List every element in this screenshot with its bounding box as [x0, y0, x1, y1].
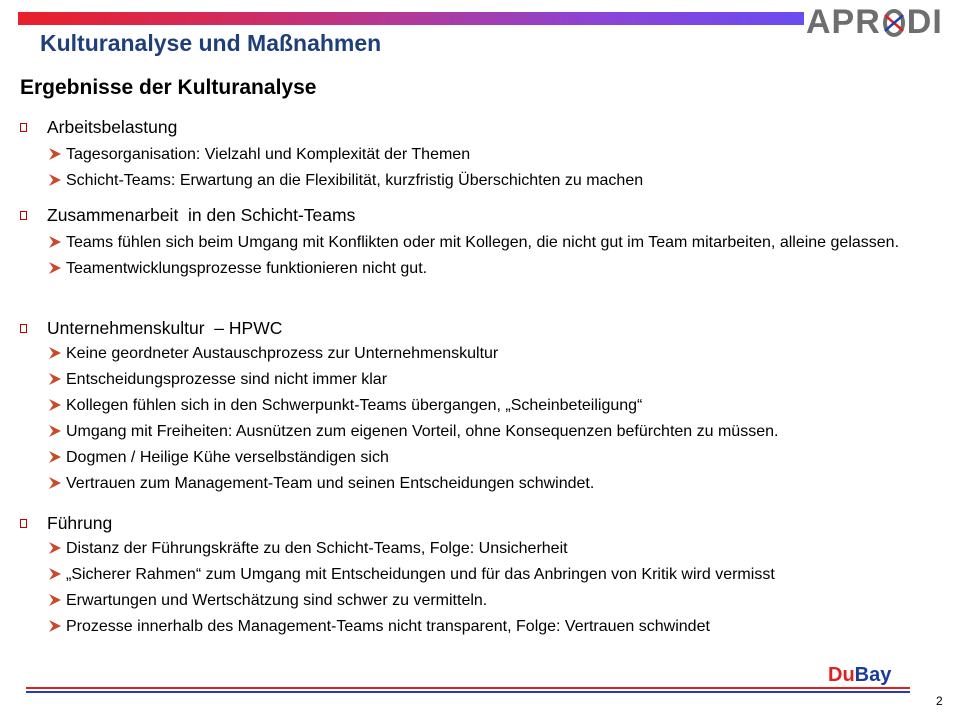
- list-item-text: Teams fühlen sich beim Umgang mit Konflikten oder mit Kollegen, die nicht gut im Team mitarbeiten, alleine gelassen.: [66, 234, 900, 251]
- dubay-logo: [828, 664, 891, 687]
- arrow-bullet-icon: [48, 449, 62, 465]
- arrow-bullet-icon: [48, 172, 62, 188]
- arrow-bullet-icon: [48, 423, 62, 439]
- list-item: [48, 396, 956, 416]
- arrow-bullet-icon: [48, 566, 62, 582]
- list-item-text: Entscheidungsprozesse sind nicht immer klar: [66, 371, 388, 388]
- section-arbeitsbelastung: [0, 117, 960, 197]
- arrow-bullet-icon: [48, 592, 62, 608]
- section-heading: [0, 117, 960, 141]
- list-item: [48, 171, 956, 191]
- square-bullet-icon: [20, 211, 27, 220]
- square-bullet-icon: [20, 324, 27, 333]
- section-label: Arbeitsbelastung: [47, 117, 178, 137]
- list-item: [48, 145, 956, 165]
- list-item: [48, 422, 956, 442]
- list-item-text: „Sicherer Rahmen“ zum Umgang mit Entscheidungen und für das Anbringen von Kritik wird vermisst: [66, 566, 775, 583]
- arrow-bullet-icon: [48, 540, 62, 556]
- arrow-bullet-icon: [48, 234, 62, 250]
- arrow-bullet-icon: [48, 371, 62, 387]
- accent-bar: [18, 12, 804, 25]
- arrow-bullet-icon: [48, 475, 62, 491]
- list-item-text: Keine geordneter Austauschprozess zur Unternehmenskultur: [66, 345, 499, 362]
- section-heading: [0, 205, 960, 229]
- section-heading: [0, 513, 960, 537]
- list-item: [48, 617, 956, 637]
- list-item: [48, 370, 956, 390]
- section-unternehmenskultur: [0, 318, 960, 500]
- list-item-text: Distanz der Führungskräfte zu den Schicht-Teams, Folge: Unsicherheit: [66, 540, 568, 557]
- list-item-text: Kollegen fühlen sich in den Schwerpunkt-Teams übergangen, „Scheinbeteiligung“: [66, 397, 643, 414]
- list-item: [48, 565, 956, 585]
- list-item: [48, 474, 956, 494]
- list-item: [48, 539, 956, 559]
- list-item-text: Erwartungen und Wertschätzung sind schwer zu vermitteln.: [66, 592, 488, 609]
- square-bullet-icon: [20, 123, 27, 132]
- section-label: Unternehmenskultur – HPWC: [47, 318, 283, 338]
- page-number: 2: [936, 694, 943, 708]
- logo-ring-icon: [881, 5, 907, 39]
- list-item-text: Umgang mit Freiheiten: Ausnützen zum eigenen Vorteil, ohne Konsequenzen befürchten zu müssen.: [66, 423, 779, 440]
- logo-bay-text: Bay: [854, 664, 892, 686]
- list-item-text: Dogmen / Heilige Kühe verselbständigen sich: [66, 449, 389, 466]
- page-subtitle: Ergebnisse der Kulturanalyse: [20, 76, 317, 99]
- footer-rule: [26, 686, 910, 694]
- list-item: [48, 344, 956, 364]
- list-item-text: Teamentwicklungsprozesse funktionieren nicht gut.: [66, 260, 428, 277]
- list-item: [48, 259, 956, 279]
- list-item-text: Tagesorganisation: Vielzahl und Komplexität der Themen: [66, 146, 471, 163]
- apr-di-logo: [806, 2, 943, 42]
- arrow-bullet-icon: [48, 260, 62, 276]
- logo-text-right: DI: [906, 2, 943, 41]
- arrow-bullet-icon: [48, 345, 62, 361]
- list-item: [48, 233, 956, 253]
- list-item: [48, 591, 956, 611]
- section-label: Zusammenarbeit in den Schicht-Teams: [47, 205, 356, 225]
- logo-du-text: Du: [828, 664, 855, 686]
- arrow-bullet-icon: [48, 146, 62, 162]
- list-item-text: Prozesse innerhalb des Management-Teams nicht transparent, Folge: Vertrauen schwindet: [66, 618, 710, 635]
- page-title: Kulturanalyse und Maßnahmen: [40, 30, 382, 56]
- list-item: [48, 448, 956, 468]
- list-item-text: Schicht-Teams: Erwartung an die Flexibilität, kurzfristig Überschichten zu machen: [66, 172, 644, 189]
- section-heading: [0, 318, 960, 342]
- list-item-text: Vertrauen zum Management-Team und seinen Entscheidungen schwindet.: [66, 475, 595, 492]
- arrow-bullet-icon: [48, 397, 62, 413]
- section-fuehrung: [0, 513, 960, 643]
- section-zusammenarbeit: [0, 205, 960, 285]
- section-label: Führung: [47, 513, 113, 533]
- square-bullet-icon: [20, 519, 27, 528]
- logo-text-left: APR: [806, 2, 881, 41]
- arrow-bullet-icon: [48, 618, 62, 634]
